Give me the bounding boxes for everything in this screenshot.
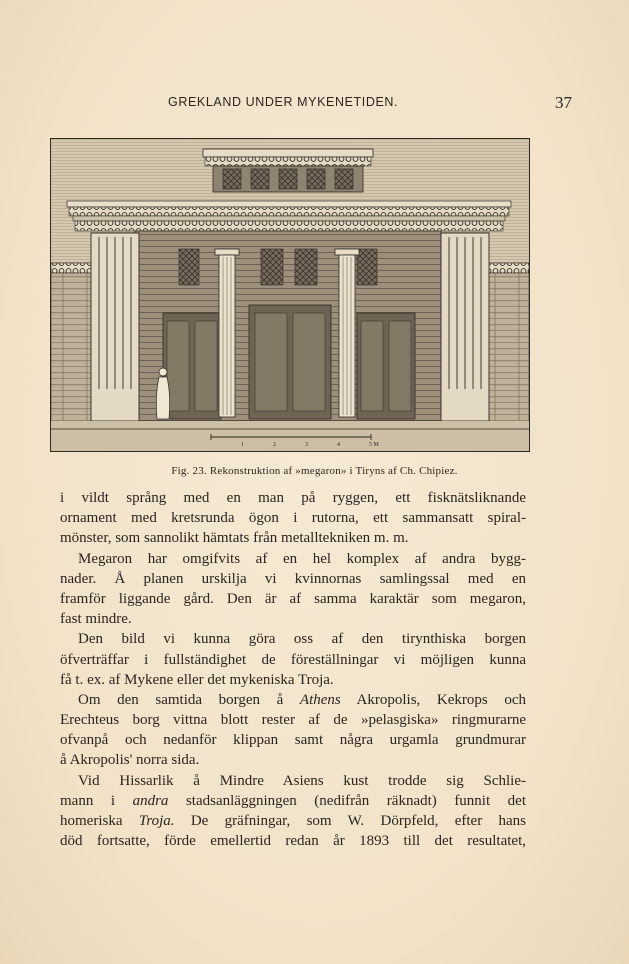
- text-line: ofvanpå och nedanför klippan samt några urgamla grundmurar: [60, 732, 526, 749]
- scale-label-4: 4: [337, 442, 340, 448]
- scale-label-2: 2: [273, 442, 276, 448]
- text-line: Vid Hissarlik å Mindre Asiens kust trodde sig Schlie-: [78, 772, 526, 789]
- text-run: Om den samtida borgen å: [78, 691, 300, 708]
- text-line: öfverträffar i fullständighet de föreställningar vi möjligen kunna: [60, 651, 526, 668]
- text-run: stadsanläggningen (nedifrån räknadt) funnit det: [168, 792, 527, 809]
- text-line: Den bild vi kunna göra oss af den tirynthiska borgen: [78, 631, 526, 648]
- text-run: mann i: [60, 792, 133, 809]
- text-line: ornament med kretsrunda ögon i rutorna, ett sammansatt spiral-: [60, 510, 526, 527]
- text-line: Erechteus borg vittna blott rester af de »pelasgiska» ringmurarne: [60, 712, 526, 729]
- text-line: [60, 791, 526, 811]
- text-run: De gräfningar, som W. Dörpfeld, efter hans: [174, 813, 526, 829]
- body-text: [60, 488, 526, 851]
- text-line: framför liggande gård. Den är af samma karaktär som megaron,: [60, 590, 526, 607]
- scale-label-5: 5 M: [369, 442, 379, 448]
- text-line: å Akropolis' norra sida.: [60, 752, 200, 769]
- text-line: fast mindre.: [60, 611, 132, 628]
- running-title: GREKLAND UNDER MYKENETIDEN.: [168, 95, 399, 109]
- megaron-illustration: [50, 138, 530, 452]
- scale-label-3: 3: [305, 442, 308, 448]
- ground: [51, 421, 529, 451]
- italic-term-andra: andra: [132, 792, 169, 809]
- scale-label-1: 1: [241, 442, 244, 448]
- running-head: [60, 93, 572, 115]
- text-line: Megaron har omgifvits af en hel komplex af andra bygg-: [78, 550, 526, 567]
- page-number: 37: [555, 93, 572, 112]
- text-run: Akropolis, Kekrops och: [340, 691, 526, 708]
- text-line: [60, 811, 526, 831]
- text-line: i vildt språng med en man på ryggen, ett fisknätsliknande: [60, 490, 526, 506]
- text-run: homeriska: [60, 813, 139, 829]
- clerestory: [203, 149, 373, 192]
- text-line: [60, 690, 526, 710]
- figure-caption: Fig. 23. Rekonstruktion af »megaron» i Tiryns af Ch. Chipiez.: [171, 465, 458, 477]
- text-line: nader. Å planen urskilja vi kvinnornas samlingssal med en: [60, 570, 526, 587]
- italic-term-troja: Troja.: [138, 813, 175, 829]
- doors: [163, 305, 415, 419]
- text-line: död fortsatte, förde emellertid redan år 1893 till det resultatet,: [60, 833, 526, 850]
- italic-term-athens: Athens: [299, 691, 341, 708]
- text-line: mönster, som sannolikt hämtats från metalltekniken m. m.: [60, 530, 409, 547]
- entablature: [67, 201, 511, 231]
- text-line: få t. ex. af Mykene eller det mykeniska Troja.: [60, 671, 334, 688]
